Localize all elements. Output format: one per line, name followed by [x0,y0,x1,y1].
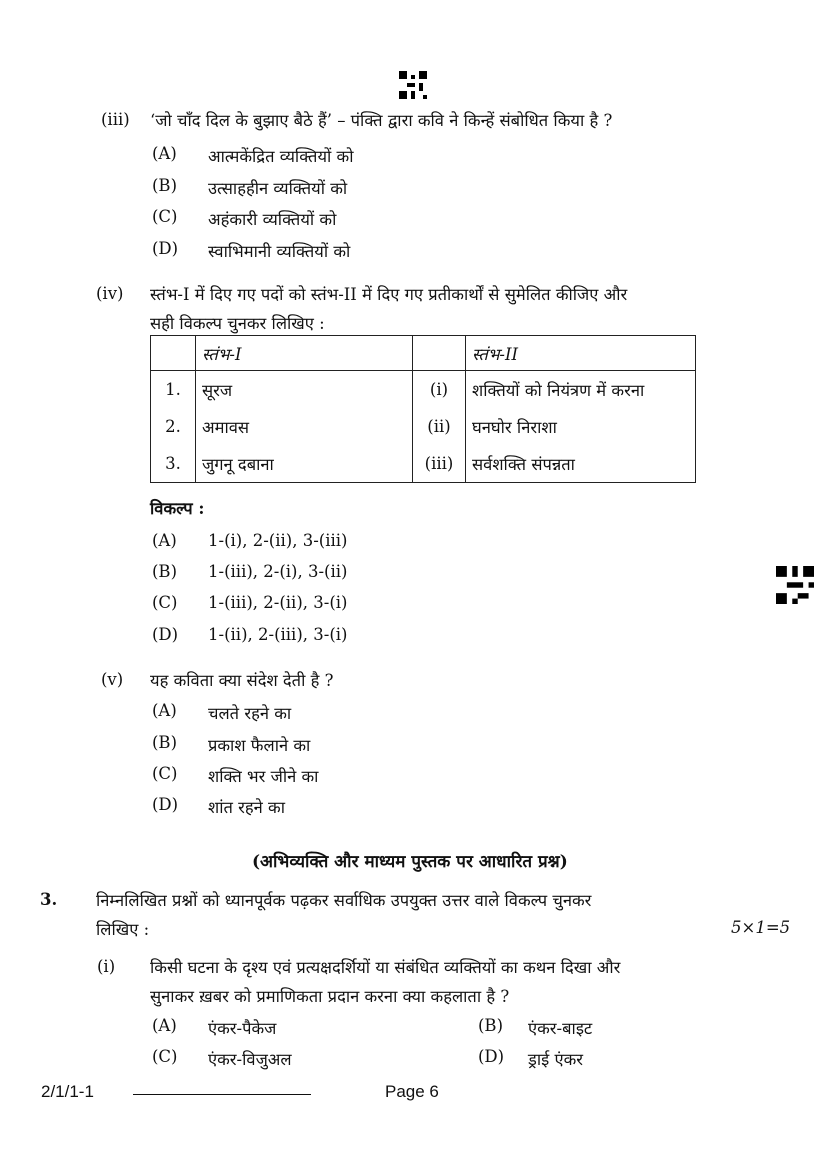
table-row: 2. अमावस (ii) घनघोर निराशा [151,408,696,445]
table-row: 3. जुगनू दबाना (iii) सर्वशक्ति संपन्नता [151,445,696,483]
question-iii-number: (iii) [101,110,130,129]
question-iv-line2: सही विकल्प चुनकर लिखिए : [150,314,325,333]
section-heading: (अभिव्यक्ति और माध्यम पुस्तक पर आधारित प्रश्न) [252,852,568,872]
matching-table-header [151,336,696,371]
column-2-header: स्तंभ-II [466,336,696,371]
question-3i-line1: किसी घटना के दृश्य एवं प्रत्यक्षदर्शियों या संबंधित व्यक्तियों का कथन दिखा और [150,958,621,977]
column-1-header: स्तंभ-I [196,336,413,371]
question-iv-line1: स्तंभ-I में दिए गए पदों को स्तंभ-II में दिए गए प्रतीकार्थों से सुमेलित कीजिए और [150,285,628,304]
question-iii-text: ‘जो चाँद दिल के बुझाए बैठे हैं’ – पंक्ति द्वारा कवि ने किन्हें संबोधित किया है ? [150,111,613,130]
marks-label: 5×1=5 [731,918,791,937]
question-3-number: 3. [40,890,58,909]
matching-table [150,335,696,483]
table-row: 1. सूरज (i) शक्तियों को नियंत्रण में करना [151,371,696,409]
qr-code-icon-side [776,566,814,604]
question-v-number: (v) [101,670,124,689]
question-v-text: यह कविता क्या संदेश देती है ? [150,671,334,690]
question-iv-number: (iv) [96,284,124,303]
question-3-line1: निम्नलिखित प्रश्नों को ध्यानपूर्वक पढ़कर सर्वाधिक उपयुक्त उत्तर वाले विकल्प चुनकर [96,891,592,910]
question-3i-number: (i) [97,957,116,976]
qr-code-icon-top [399,71,427,99]
vikalp-label: विकल्प : [150,499,205,518]
footer-divider [133,1094,311,1095]
question-3i-line2: सुनाकर ख़बर को प्रमाणिकता प्रदान करना क्या कहलाता है ? [150,987,510,1006]
question-3-line2: लिखिए : [96,920,150,939]
page-number: Page 6 [385,1082,439,1101]
paper-code: 2/1/1-1 [41,1082,94,1101]
